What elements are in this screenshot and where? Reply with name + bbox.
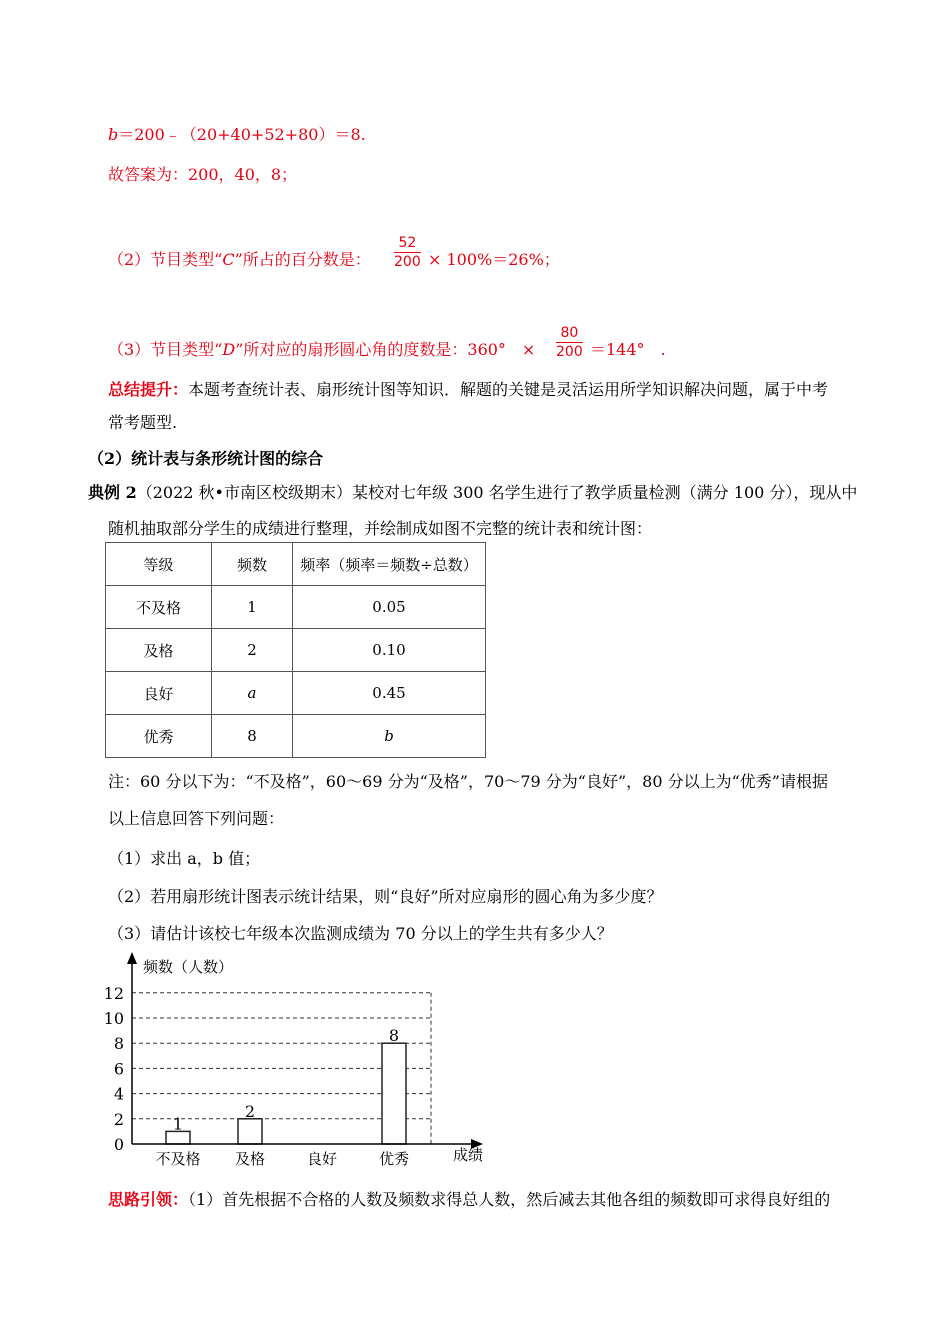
answer-line: 故答案为：200，40，8； — [108, 165, 298, 184]
part3-var: D — [222, 340, 236, 359]
part2-var: C — [222, 250, 235, 269]
example-label: 典例 2 — [88, 483, 137, 502]
table-cell: 及格 — [106, 629, 212, 672]
table-header-cell: 频数 — [212, 543, 293, 586]
b-expression: ＝200﹣（20+40+52+80）＝8. — [118, 125, 366, 144]
x-tick-label: 良好 — [306, 1150, 338, 1168]
question-1: （1）求出 a，b 值； — [108, 849, 261, 868]
chart-bars — [166, 1026, 406, 1144]
part3-suffix: ＝144° . — [590, 340, 666, 359]
table-row — [106, 715, 486, 758]
part3-mid: ”所对应的扇形圆心角的度数是：360° × — [235, 340, 536, 359]
part2-mid: ”所占的百分数是： — [234, 250, 371, 269]
y-axis-arrow — [127, 952, 137, 964]
table-cell: b — [293, 715, 486, 758]
y-tick-label: 10 — [103, 1009, 124, 1028]
note-line-2: 以上信息回答下列问题： — [108, 809, 285, 828]
table-cell: 2 — [212, 629, 293, 672]
fraction-numerator: 80 — [556, 324, 583, 343]
bar-优秀 — [382, 1043, 406, 1144]
hint-line — [108, 1187, 830, 1210]
part2-prefix: （2）节目类型“ — [108, 250, 223, 269]
table-cell: 良好 — [106, 672, 212, 715]
note-line-1: 注：60 分以下为：“不及格”，60～69 分为“及格”，70～79 分为“良好”，80 分以上为“优秀”请根据 — [108, 772, 828, 791]
bar-data-label: 1 — [172, 1114, 184, 1134]
bar-data-label: 8 — [388, 1026, 400, 1046]
part2-line — [108, 247, 371, 270]
x-axis-label: 成绩 — [453, 1146, 484, 1164]
table-cell: 0.10 — [293, 629, 486, 672]
table-header-cell: 频率（频率＝频数÷总数） — [293, 543, 486, 586]
x-tick-label: 优秀 — [378, 1150, 410, 1168]
table-cell: 优秀 — [106, 715, 212, 758]
fraction-52-200 — [394, 234, 421, 271]
table-cell: 1 — [212, 586, 293, 629]
y-tick-label: 12 — [103, 983, 124, 1003]
hint-text: （1）首先根据不合格的人数及频数求得总人数，然后减去其他各组的频数即可求得良好组的 — [188, 1190, 831, 1209]
bar-chart — [95, 950, 515, 1180]
table-row — [106, 586, 486, 629]
part2-suffix: × 100%＝26%； — [428, 250, 560, 269]
fraction-denominator: 200 — [556, 344, 583, 360]
bar-及格 — [238, 1119, 262, 1144]
y-tick-label: 6 — [113, 1059, 124, 1079]
table-cell: 不及格 — [106, 586, 212, 629]
table-cell: a — [212, 672, 293, 715]
x-tick-label: 不及格 — [155, 1150, 201, 1168]
hint-label: 思路引领： — [108, 1190, 189, 1209]
table-row — [106, 629, 486, 672]
part3-prefix: （3）节目类型“ — [108, 340, 223, 359]
example-line-1 — [88, 480, 857, 503]
part3-line — [108, 337, 535, 360]
frequency-table — [105, 542, 486, 758]
fraction-denominator: 200 — [394, 254, 421, 270]
table-cell: 8 — [212, 715, 293, 758]
x-tick-label: 及格 — [234, 1150, 266, 1168]
summary-label: 总结提升： — [108, 380, 189, 399]
summary-line-2: 常考题型. — [108, 413, 178, 432]
section-heading: （2）统计表与条形统计图的综合 — [88, 449, 324, 468]
question-3: （3）请估计该校七年级本次监测成绩为 70 分以上的学生共有多少人？ — [108, 924, 613, 943]
question-2: （2）若用扇形统计图表示统计结果，则“良好”所对应扇形的圆心角为多少度？ — [108, 887, 663, 906]
example-line-2: 随机抽取部分学生的成绩进行整理，并绘制成如图不完整的统计表和统计图： — [108, 519, 653, 538]
summary-line-1 — [108, 377, 828, 400]
y-tick-label: 4 — [113, 1084, 124, 1104]
bar-data-label: 2 — [244, 1101, 256, 1121]
table-row — [106, 672, 486, 715]
summary-text: 本题考查统计表、扇形统计图等知识．解题的关键是灵活运用所学知识解决问题，属于中考 — [188, 380, 829, 399]
var-b: b — [108, 125, 119, 144]
table-header-row — [106, 543, 486, 586]
table-cell: 0.05 — [293, 586, 486, 629]
solution-b-line — [108, 122, 366, 145]
y-tick-label: 2 — [113, 1109, 124, 1129]
table-header-cell: 等级 — [106, 543, 212, 586]
y-axis-label: 频数（人数） — [143, 958, 234, 976]
table-cell: 0.45 — [293, 672, 486, 715]
example-text: （2022 秋•市南区校级期末）某校对七年级 300 名学生进行了教学质量检测（满分 100 分），现从中 — [136, 483, 858, 502]
y-tick-label: 0 — [113, 1135, 124, 1154]
fraction-numerator: 52 — [394, 234, 421, 253]
y-tick-label: 8 — [113, 1034, 124, 1054]
fraction-80-200 — [556, 324, 583, 361]
